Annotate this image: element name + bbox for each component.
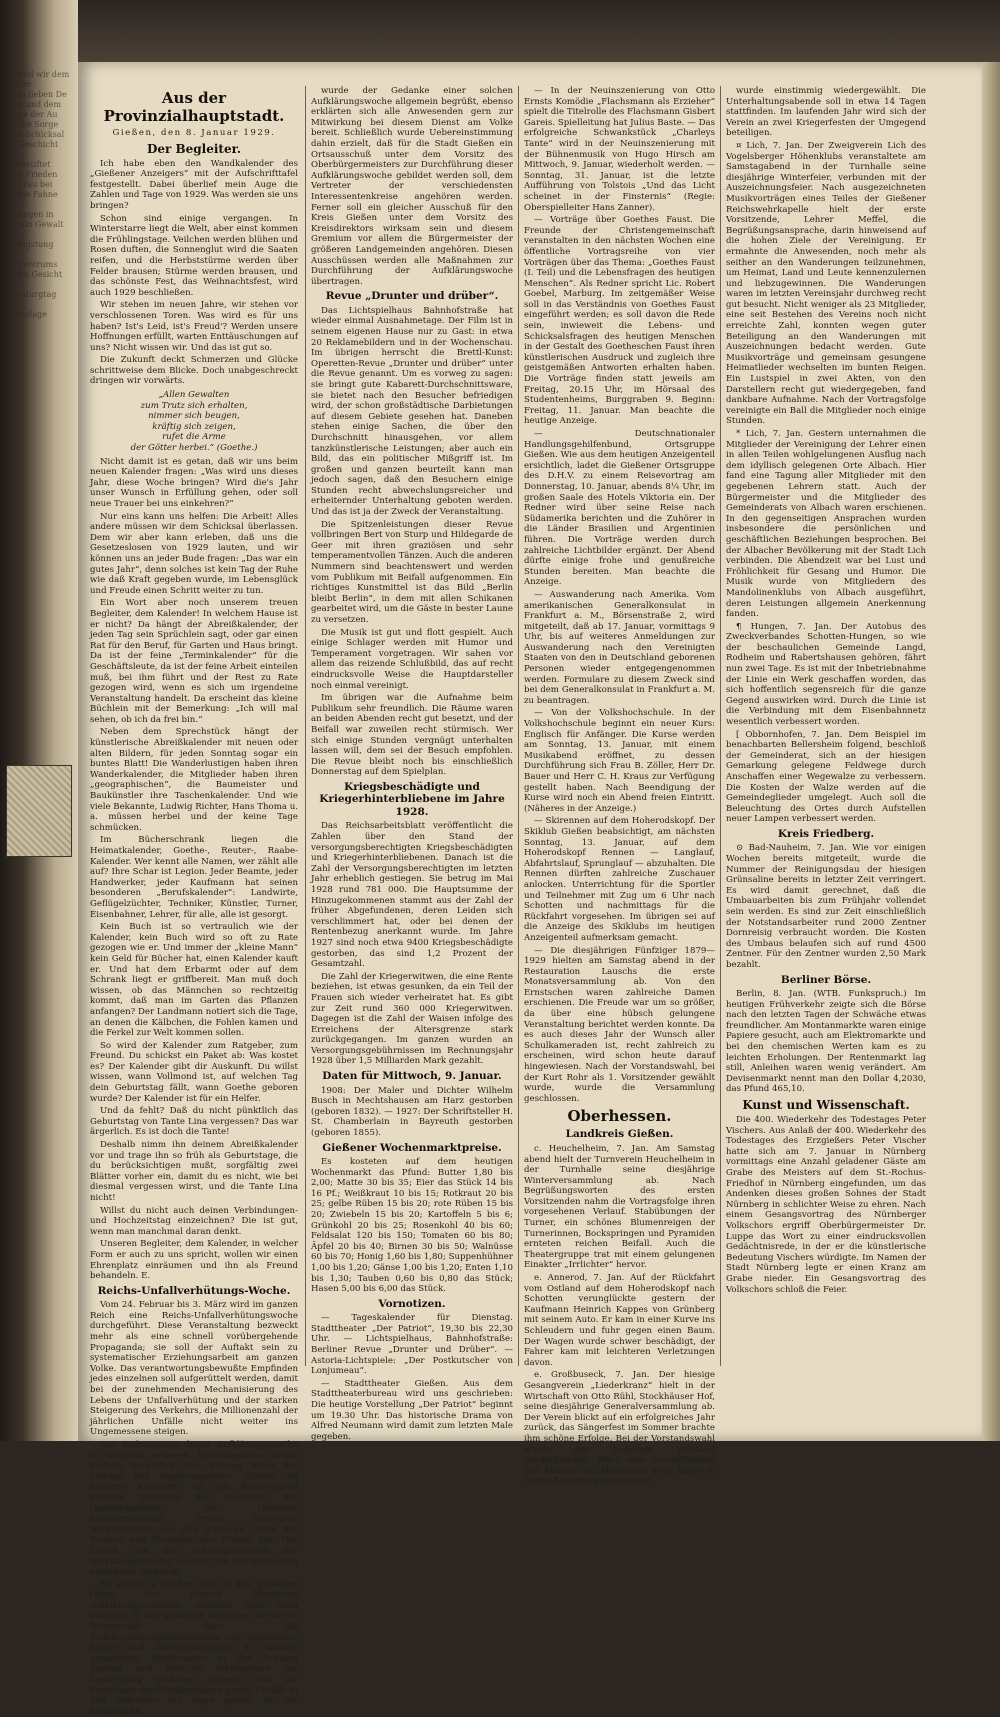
paragraph: Wir stehen im neuen Jahre, wir stehen vor verschlossenen Toren. Was wird es für uns haben? Ist's Leid, ist's Freud'? Werden unsere Hoffnungen erfüllt, warten Enttäuschungen auf uns? Nicht wissen wir. Und das ist gut so. bbox=[90, 300, 298, 353]
column-3 bbox=[524, 86, 715, 1487]
paragraph: — In der Neuinszenierung von Otto Ernsts Komödie „Flachsmann als Erzieher“ spielt die Titelrolle des Flachsmann Gisbert Gareis. Spielleitung hat Julius Baste. — Das erfolgreiche Schwankstück „Charleys Tante“ wird in der Neuinszenierung mit der Bühnenmusik von Hugo Hirsch am Mittwoch, 9. Januar, wiederholt werden. — Sonntag, 31. Januar, ist die letzte Aufführung von Tolstois „Und das Licht scheinet in der Finsternis“ (Regie: Oberspielleiter Hans Zanner). bbox=[524, 86, 715, 213]
paragraph: — Stadttheater Gießen. Aus dem Stadttheaterbureau wird uns geschrieben: Die heutige Vorstellung „Der Patriot“ beginnt um 19.30 Uhr. Das historische Drama von Alfred Neumann wird damit zum letzten Male gegeben. bbox=[311, 1378, 513, 1442]
paragraph: ⊙ Bad-Nauheim, 7. Jan. Wie vor einigen Wochen bereits mitgeteilt, wurde die Nummer der Reinigungsdau der hiesigen Grünsaline bereits in letzter Zeit verringert. Es wird damit gerechnet, daß die Umbauarbeiten bis zum Frühjahr vollendet sein werden. Es sind zur Zeit einschließlich der Notstandsarbeiter rund 2000 Zentner Dornreisig verbraucht worden. Die Kosten des Umbaus belaufen sich auf rund 4500 Zentner. Für den Zentner wurden 2,50 Mark bezahlt. bbox=[726, 843, 926, 970]
main-headline: Aus der Provinzialhauptstadt. bbox=[103, 89, 285, 125]
paragraph: — Vorträge über Goethes Faust. Die Freunde der Christengemeinschaft veranstalten in den nächsten Wochen eine öffentliche Vortragsreihe von vier Vorträgen über das Thema: „Goethes Faust (I. Teil) und die Lebensfragen des heutigen Menschen“. Als Redner spricht Lic. Robert Goebel, Marburg. Im zeitgemäßer Weise soll in das Verständnis von Goethes Faust eingeführt werden; es soll davon die Rede sein, inwieweit die Lebens- und Schicksalsfragen des heutigen Menschen in der Gestalt des Goetheschen Faust ihren künstlerischen Ausdruck und zugleich ihre geistgemäßen Antworten erhalten haben. Die Vorträge finden statt jeweils am Freitag, 20.15 Uhr, im Hörsaal des Studentenheims, Burggraben 9. Beginn: Freitag, 11. Januar. Man beachte die heutige Anzeige. bbox=[524, 215, 715, 427]
paragraph: Nicht damit ist es getan, daß wir uns beim neuen Kalender fragen: „Was wird uns dieses Jahr, diese Woche bringen? Wird die's Jahr unser Wunsch in Erfüllung gehen, oder soll neue Trauer bei uns einkehren?“ bbox=[90, 456, 298, 509]
column-rule bbox=[305, 86, 306, 1366]
paragraph: wurde der Gedanke einer solchen Aufklärungswoche allgemein begrüßt, ebenso erklärten sich alle Anwesenden gern zur Mitwirkung bei diesem Dienst am Volke bereit. Schließlich wurde Uebereinstimmung dahin erzielt, daß für die Stadt Gießen ein Ortsausschuß unter dem Vorsitz des Oberbürgermeisters zur Durchführung dieser Aufklärungswoche gebildet werden soll, dem Vertreter der verschiedensten Interessentenkreise angehören werden. Ferner soll ein gleicher Ausschuß für den Kreis Gießen unter dem Vorsitz des Kreisdirektors wirksam sein und diesem Gremium vor allem die Bürgermeister der größeren Landgemeinden angehören. Diesen Ausschüssen werden alle Maßnahmen zur Durchführung der Aufklärungswoche übertragen. bbox=[311, 86, 513, 287]
paragraph: 1908: Der Maler und Dichter Wilhelm Busch in Mechtshausen am Harz gestorben (geboren 1832). — 1927: Der Schriftsteller H. St. Chamberlain in Bayreuth gestorben (geboren 1855). bbox=[311, 1085, 513, 1138]
paragraph: Schon sind einige vergangen. In Winterstarre liegt die Welt, aber einst kommen die Frühlingstage. Veilchen werden blühen und Rosen duften, die Sonnenglut wird die Saaten reifen, und die Herbststürme werden über Felder brausen; Stürme werden brausen, und das schönste Fest, das Weihnachtsfest, wird auch 1929 beschließen. bbox=[90, 213, 298, 298]
subheadline: Der Begleiter. bbox=[146, 141, 242, 156]
paragraph: * Lich, 7. Jan. Gestern unternahmen die Mitglieder der Vereinigung der Lehrer einen in allen Teilen wohlgelungenen Ausflug nach dem idyllisch gelegenen Orte Albach. Hier fand eine Tagung aller Mitglieder mit den gegebenen Lehrern statt. Auch der Bürgermeister und die Mitglieder des Gemeinderats von Albach waren erschienen. In den gegenseitigen Ansprachen wurden insbesondere die persönlichen und geschäftlichen Beziehungen besprochen. Bei der Albacher Bevölkerung mit der Stadt Lich verbinden. Die Abendzeit war bei Lust und Fröhlichkeit für Gesang und Humor. Die Musik wurde von Mitgliedern des Mandolinenklubs von Albach ausgeführt, deren Leistungen allgemein Anerkennung fanden. bbox=[726, 429, 926, 620]
paragraph: Es kosteten auf dem heutigen Wochenmarkt das Pfund: Butter 1,80 bis 2,00; Matte 30 bis 35; Eier das Stück 14 bis 16 Pf.; Weißkraut 10 bis 15; Rotkraut 20 bis 25; gelbe Rüben 15 bis 20; rote Rüben 15 bis 20; Zwiebeln 15 bis 20; Kartoffeln 5 bis 6; Grünkohl 20 bis 25; Rosenkohl 40 bis 60; Feldsalat 120 bis 150; Tomaten 60 bis 80; Äpfel 20 bis 40; Birnen 30 bis 50; Walnüsse 60 bis 70; Honig 1,60 bis 1,80; Suppenhühner 1,00 bis 1,20; Gänse 1,00 bis 1,20; Enten 1,10 bis 1,30; Tauben 0,60 bis 0,80 das Stück; Hasen 5,00 bis 6,00 das Stück. bbox=[311, 1157, 513, 1295]
paragraph: Der Vorbereitung dieser Aufklärungswoche in unserem engeren Heimatgebiete diente gestern vormittag eine Sitzung unter der Leitung des Regierungsrates Schmitt im hiesigen Kreisamt. An der Besprechung nahmen Vertreter der Industrie, der Handelskammer, der Gießener Stadtverwaltung, ferner zahlreiche Bürgermeister aus den größeren Orten des Kreises und Vertreter der Presse teil. Der Zweck und das Arbeitsprogramm der Aufklärungswoche wurden von Dr. Weesmann eingehend dargelegt. bbox=[90, 1439, 298, 1578]
paragraph: e. Annerod, 7. Jan. Auf der Rückfahrt vom Ostland auf dem Hoherodskopf nach Schotten verunglückte gestern der Kaufmann Heinrich Kappes von Grünberg mit seinem Auto. Er kam in einer Kurve ins Schleudern und fuhr gegen einen Baum. Der Wagen wurde schwer beschädigt, der Fahrer kam mit leichteren Verletzungen davon. bbox=[524, 1273, 715, 1368]
paragraph: Willst du nicht auch deinen Verbindungen- und Hochzeitstag einzeichnen? Die ist gut, wenn man manchmal daran denkt. bbox=[90, 1205, 298, 1237]
paragraph: wurde einstimmig wiedergewählt. Die Unterhaltungsabende soll in etwa 14 Tagen stattfinden. Im laufenden Jahr wird sich der Verein an zwei Kriegerfesten der Umgegend beteiligen. bbox=[726, 86, 926, 139]
paragraph: Berlin, 8. Jan. (WTB. Funkspruch.) Im heutigen Frühverkehr zeigte sich die Börse nach den letzten Tagen der Schwäche etwas freundlicher. Am Montanmarkte waren einige Papiere gesucht, auch am Elektromarkte und bei den chemischen Werten kam es zu leichten Erholungen. Der Rentenmarkt lag still, Anleihen waren wenig verändert. Am Devisenmarkt nennt man den Dollar 4,2030, das Pfund 465,10. bbox=[726, 989, 926, 1095]
paragraph: Im Bücherschrank liegen die Heimatkalender, Goethe-, Reuter-, Raabe-Kalender. Wer kennt alle Namen, wer zählt alle auf? Ihre Schar ist Legion. Jeder Beamte, jeder Handwerker, jeder Kaufmann hat seinen besonderen „Berufskalender“: Landwirte, Geflügelzüchter, Techniker, Künstler, Turner, Eisenbahner, Lehrer, für alle, alle ist gesorgt. bbox=[90, 835, 298, 920]
section-headline: Gießener Wochenmarktpreise. bbox=[322, 1141, 502, 1154]
paragraph: — Auswanderung nach Amerika. Vom amerikanischen Generalkonsulat in Frankfurt a. M., Börsenstraße 2, wird mitgeteilt, daß ab 17. Januar, vormittags 9 Uhr, bis auf weiteres Anmeldungen zur Auswanderung nach den Vereinigten Staaten von den in Deutschland geborenen Personen wieder entgegengenommen werden. Formulare zu diesem Zweck sind bei dem Generalkonsulat in Frankfurt a. M. zu beantragen. bbox=[524, 589, 715, 706]
column-4 bbox=[726, 86, 926, 1376]
column-1 bbox=[90, 86, 298, 1717]
background-top bbox=[78, 0, 1000, 62]
paragraph: Im übrigen war die Aufnahme beim Publikum sehr freundlich. Die Räume waren an beiden Abenden recht gut besetzt, und der Beifall war zuweilen recht stürmisch. Wer sich einige Stunden vergnügt unterhalten lassen will, dem sei der Besuch empfohlen. Die Revue bleibt noch bis einschließlich Donnerstag auf dem Spielplan. bbox=[311, 693, 513, 778]
paragraph: Es sollen in Gießen und in den größeren Orten des Kreises öffentliche Aufklärungsvorträge, daneben aber auch Vorträge in den größeren Betrieben vor deren Belegschaft über die Unfallverhütungsmaßnahmen usw. stattfinden; ferner sind Filmvorführungen in Aussicht genommen. Belehrungen in den Schulen geplant und ähnliche Maßnahmen zur Verbreitung größeren Wissens und zur Verhütung der Unfallgefahren gegen Unfälle in den Betrieben ins Auge gefaßt. In der Aussprache bbox=[90, 1579, 298, 1717]
paragraph: Die Zahl der Kriegerwitwen, die eine Rente beziehen, ist etwas gesunken, da ein Teil der Frauen sich wieder verheiratet hat. Es gibt zur Zeit rund 360 000 Kriegerwitwen. Dagegen ist die Zahl der Waisen infolge des Erreichens der Altersgrenze stark zurückgegangen. Im ganzen wurden an Versorgungsgebührnissen im Rechnungsjahr 1928 über 1,5 Milliarden Mark gezahlt. bbox=[311, 971, 513, 1067]
paragraph: Ein Wort aber noch unserem treuen Begleiter, dem Kalender! In welchem Hause ist er nicht? Da hängt der Abreißkalender, der jeden Tag sein Sprüchlein sagt, oder gar einen Rat für den Beruf, für Garten und Haus bringt. Da ist der feine „Terminkalender“ für die Geschäftsleute, da ist der feine Arbeit einteilen muß, bei ihm führt und der Rest zu Rate gezogen wird, wenn es sich um irgendeine Veranstaltung handelt. Da erscheint das kleine Büchlein mit der Bemerkung: „Ich will mal sehen, ob ich da frei bin.“ bbox=[90, 598, 298, 725]
section-headline: Reichs-Unfallverhütungs-Woche. bbox=[97, 1284, 291, 1297]
paragraph: Das Lichtspielhaus Bahnhofstraße hat wieder einmal Ausnahmetage. Der Film ist in seinem eigenen Hause nur zu Gast: in etwa 20 Reklamebildern und in der Wochenschau. Im übrigen herrscht die Brettl-Kunst: Operetten-Revue „Drunter und drüber“ unter die Revue genannt. Um es vorweg zu sagen: sie bringt gute Kabarett-Durchschnittsware, sie bietet nach den Besucher befriedigen wird, der schon großstädtische Darbietungen auf diesem Gebiete gesehen hat. Daneben stehen einige Sachen, die über den Durchschnitt hinausgehen, vor allem tanzkünstlerische Leistungen; aber auch ein Bild, das ein politischer Mißgriff ist. Im großen und ganzen beurteilt kann man jedoch sagen, daß den Besuchern einige Stunden recht abwechslungsreicher und erheiternder Unterhaltung geboten werden. Und das ist ja der Zweck der Veranstaltung. bbox=[311, 305, 513, 518]
section-headline: Kunst und Wissenschaft. bbox=[742, 1098, 910, 1113]
paragraph: ¶ Hungen, 7. Jan. Der Autobus des Zweckverbandes Schotten-Hungen, so wie der beschaulichen Gemeinde Langd, Rodheim und Rabertshausen gehören, fährt nun zwei Tage. Es ist mit der Inbetriebnahme der Linie ein Werk geschaffen worden, das sich hoffentlich segensreich für die ganze Gegend auswirken wird. Durch die Linie ist die Verbindung mit dem Eisenbahnnetz wesentlich verbessert worden. bbox=[726, 621, 926, 728]
section-headline: Revue „Drunter und drüber“. bbox=[325, 290, 499, 303]
paragraph: Deshalb nimm ihn deinem Abreißkalender vor und trage ihn so früh als Geburtstage, die du berücksichtigen mußt, sorgfältig zwei Blätter vorher ein, damit du es nicht, wie bei diesmal vergessen wirst, und die Tante Lina nicht! bbox=[90, 1140, 298, 1203]
paragraph: c. Heuchelheim, 7. Jan. Am Samstag abend hielt der Turnverein Heuchelheim in der Turnhalle seine diesjährige Winterversammlung ab. Nach Begrüßungsworten des ersten Vorsitzenden nahm die Vortragsfolge ihren vorgesehenen Verlauf. Stabübungen der Turner, ein schönes Blumenreigen der Turnerinnen, Bockspringen und Pyramiden ernteten reichen Beifall. Auch die Theatergruppe trat mit einem gelungenen Einakter „Irrlichter“ hervor. bbox=[524, 1143, 715, 1271]
paragraph: Die 400. Wiederkehr des Todestages Peter Vischers. Aus Anlaß der 400. Wiederkehr des Todestages des Erzgießers Peter Vischer hatte sich am 7. Januar in Nürnberg vormittags eine Anzahl geladener Gäste am Grabe des Meisters auf dem St.-Rochus-Friedhof in Nürnberg eingefunden, um das Andenken dieses großen Sohnes der Stadt Nürnberg in schlichter Weise zu ehren. Nach einem Gesangsvortrag des Nürnberger Volkschors ergriff Oberbürgermeister Dr. Luppe das Wort zu einer eindrucksvollen Gedächtnisrede, in der er die künstlerische Bedeutung Vischers würdigte. Im Namen der Stadt Nürnberg legte er einen Kranz am Grabe nieder. Ein Gesangsvortrag des Volkschors schloß die Feier. bbox=[726, 1115, 926, 1295]
paragraph: Unseren Begleiter, dem Kalender, in welcher Form er auch zu uns spricht, wollen wir einen Ehrenplatz einräumen und ihn als Freund behandeln. E. bbox=[90, 1239, 298, 1282]
book-spine bbox=[0, 0, 78, 1441]
paragraph: — Tageskalender für Dienstag. Stadttheater „Der Patriot“, 19,30 bis 22,30 Uhr. — Lichtspielhaus, Bahnhofstraße: Berliner Revue „Drunter und Drüber“. — Astoria-Lichtspiele: „Der Postkutscher von Lonjumeau“. bbox=[311, 1313, 513, 1377]
column-rule bbox=[518, 86, 519, 1366]
section-headline: Vornotizen. bbox=[378, 1297, 446, 1310]
section-headline: Kreis Friedberg. bbox=[777, 827, 875, 840]
paragraph: [ Obbornhofen, 7. Jan. Dem Beispiel im benachbarten Bellersheim folgend, beschloß der Gemeinderat, sich an der hiesigen Gemarkung gelegene Feldwege durch Anschaffen einer Wegewalze zu verbessern. Die Kosten der Walze werden auf die Gemeindeglieder umgelegt. Auch soll die Beleuchtung des Ortes durch Aufstellen neuer Lampen verbessert werden. bbox=[726, 729, 926, 825]
section-headline: Kriegsbeschädigte und Kriegerhinterbliebene im Jahre 1928. bbox=[319, 780, 505, 818]
section-headline: Oberhessen. bbox=[567, 1107, 672, 1126]
paragraph: Und da fehlt? Daß du nicht pünktlich das Geburtstag von Tante Lina vergessen? Das war ärgerlich. Es ist doch die Tante! bbox=[90, 1106, 298, 1138]
subheadline: Landkreis Gießen. bbox=[565, 1128, 674, 1141]
paragraph: Das Reichsarbeitsblatt veröffentlicht die Zahlen über den Stand der versorgungsberechtigten Kriegsbeschädigten und Kriegerhinterbliebenen. Danach ist die Zahl der Versorgungsberechtigten im letzten Jahr erheblich gestiegen. Sie betrug im Mai 1928 rund 781 000. Die Hauptsumme der Hinzugekommenen stammt aus der Zahl der früher Abgefundenen, deren Leiden sich verschlimmert hat, oder bei denen der Rentenbezug anerkannt wurde. Im Jahre 1927 sind noch etwa 9400 Kriegsbeschädigte gestorben, das sind 1,2 Prozent der Gesamtzahl. bbox=[311, 821, 513, 970]
poem-quote: „Allen Gewalten zum Trutz sich erhalten, nimmer sich beugen, kräftig sich zeigen, rufet die Arme der Götter herbei.“ (Goethe.) bbox=[130, 390, 258, 454]
paragraph: Nur eins kann uns helfen: Die Arbeit! Alles andere müssen wir dem Schicksal überlassen. Dem wir aber kann erleben, daß uns die Gesetzeslosen von 1929 lauten, und wir können uns an jeder Bude fragen: „Das war ein gutes Jahr“, denn solches ist kein Tag der Ruhe wie daß Kraft gegeben wurde, im Lebensglück und Freude einen Schritt weiter zu tun. bbox=[90, 511, 298, 596]
dateline: Gießen, den 8. Januar 1929. bbox=[112, 128, 276, 138]
paragraph: Die Zukunft deckt Schmerzen und Glücke schrittweise dem Blicke. Doch unabgeschreckt dringen wir vorwärts. bbox=[90, 355, 298, 387]
paragraph: Neben dem Sprechstück hängt der künstlerische Abreißkalender mit neuen oder alten Bildern, für jeden Sonntag sogar ein buntes Blatt! Die Wanderlustigen haben ihren Wanderkalender, die Mitglieder haben ihren „geographischen“, die Baumeister und Baukünstler ihre Taschenkalender. Und wie viele Bekannte, Ludwig Richter, Hans Thoma u. a. müssen herbei und der keine Tage schmücken. bbox=[90, 727, 298, 833]
paragraph: Vom 24. Februar bis 3. März wird im ganzen Reich eine Reichs-Unfallverhütungswoche durchgeführt. Diese Veranstaltung bezweckt mehr als eine schnell vorübergehende Propaganda; sie soll der Auftakt sein zu systematischer Erziehungsarbeit am ganzen Volke. Das verantwortungsbewußte Empfinden jedes einzelnen soll aufgerüttelt werden, damit bei der zunehmenden Mechanisierung des Lebens der Unfallverhütung und der starken Steigerung des Verkehrs, die Millionenzahl der jährlichen Unfälle nicht weiter ins Ungemessene steigen. bbox=[90, 1300, 298, 1438]
paragraph: So wird der Kalender zum Ratgeber, zum Freund. Du schickst ein Paket ab: Was kostet es? Der Kalender gibt dir Auskunft. Du willst wissen, wann Vollmond ist, auf welchen Tag dein Geburtstag fällt, wann Goethe geboren wurde? Der Kalender ist für ein Helfer. bbox=[90, 1040, 298, 1104]
paragraph: Kein Buch ist so vertraulich wie der Kalender, kein Buch wird so oft zu Rate gezogen wie er. Und immer der „kleine Mann“ kein Geld für Bücher hat, einen Kalender kauft er. Und hat dem Erbarmt oder auf dem Schrank liegt er griffbereit. Man muß doch wissen, ob das Männchen so rechtzeitig kommt, daß man im Garten das Pflanzen anfangen? Der Landmann notiert sich die Tage, an denen die Kälbchen, die Fohlen kamen und die Ferkel zur Welt kommen sollen. bbox=[90, 922, 298, 1039]
paragraph: e. Großbuseck, 7. Jan. Der hiesige Gesangverein „Liederkranz“ hielt in der Wirtschaft von Otto Rühl, Stockhäuser Hof, seine diesjährige Generalversammlung ab. Der Verein blickt auf ein erfolgreiches Jahr zurück, das Sängerfest im Sommer brachte ihm schöne Erfolge. Bei der Vorstandswahl wurde der bisherige Vorstand wiedergewählt. Nach dem geschäftlichen Teil blieben die Mitglieder noch lange in froher Stimmung beisammen. bbox=[524, 1370, 715, 1487]
paragraph: Die Spitzenleistungen dieser Revue vollbringen Bert von Sturp und Hildegarde de Geer mit ihren graziösen und sehr temperamentvollen Tänzen. Auch die anderen Nummern sind beachtenswert und werden vom Publikum mit Beifall aufgenommen. Ein richtiges Kunstmittel ist das Bild „Berlin bleibt Berlin“, in dem mit allen Schikanen gearbeitet wird, um die Gäste in bester Laune zu versetzen. bbox=[311, 519, 513, 625]
weather-map-fragment bbox=[6, 765, 72, 857]
paragraph: — Von der Volkshochschule. In der Volkshochschule beginnt ein neuer Kurs: Englisch für Anfänger. Die Kurse werden am Sonntag, 13. Januar, mit einem Musikabend eröffnet, zu dessen Durchführung sich Frau B. Zöller, Herr Dr. Bauer und Herr C. H. Kraus zur Verfügung gestellt haben. Nach Beendigung der Kurse wird noch ein Abend freien Eintritt. (Näheres in der Anzeige.) bbox=[524, 708, 715, 814]
page-edge bbox=[982, 62, 1000, 1441]
paragraph: Ich habe eben den Wandkalender des „Gießener Anzeigers“ mit der Aufschrifttafel festgestellt. Dabei überlief mein Auge die Zahlen und Tage von 1929. Was werden sie uns bringen? bbox=[90, 158, 298, 211]
column-2 bbox=[311, 86, 513, 1442]
section-headline: Daten für Mittwoch, 9. Januar. bbox=[322, 1070, 502, 1083]
paragraph: Die Musik ist gut und flott gespielt. Auch einige Schlager werden mit Humor und Temperament vorgetragen. Wir sahen vor allem das reizende Schlußbild, das auf recht eindrucksvolle Weise die Hauptdarsteller noch einmal vereinigt. bbox=[311, 627, 513, 691]
column-rule bbox=[720, 86, 721, 1366]
section-headline: Berliner Börse. bbox=[780, 973, 872, 986]
spine-fragment-text: find wir dem Ver in lieben De d und dem ge der Au Die Sorge n Schicksal Geschicht erstiftet n Frieden Frau bei die Fahne ungen in von Gewalt mgstung Zentrums tin Gesicht rsturgtag terlage bbox=[18, 70, 70, 319]
paragraph: — Die diesjährigen Fünfziger 1879—1929 hielten am Samstag abend in der Restauration Lauschs die erste Monatsversammlung ab. Von den Ernstschen waren zahlreiche Damen erschienen. Die Freude war um so größer, da über eine hübsch gelungene Veranstaltung berichtet werden konnte. Da es auch dieses Jahr der Wunsch aller Schulkameraden ist, recht zahlreich zu erscheinen, wird schon heute darauf hingewiesen. Nach der Vorstandswahl, bei der Kurt Rohr als 1. Vorsitzender gewählt wurde, wurde die Versammlung geschlossen. bbox=[524, 945, 715, 1104]
paragraph: — Skirennen auf dem Hoherodskopf. Der Skiklub Gießen beabsichtigt, am nächsten Sonntag, 13. Januar, auf dem Hoherodskopf Rennen — Langlauf, Abfahrtslauf, Sprunglauf — abzuhalten. Die Rennen dürften zahlreiche Zuschauer anlocken. Unterrichtung für die Sportler und Teilnehmer mit Zug um 6 Uhr nach Schotten und nachmittags für die Rückfahrt vorgesehen. Im übrigen sei auf die Anzeige des Skiklubs im heutigen Anzeigenteil aufmerksam gemacht. bbox=[524, 816, 715, 943]
paragraph: ¤ Lich, 7. Jan. Der Zweigverein Lich des Vogelsberger Höhenklubs veranstaltete am Samstagabend in der Turnhalle seine diesjährige Winterfeier, verbunden mit der Auszeichnungsfeier. Nach ausgezeichneten Musikvorträgen eines Teiles der Gießener Reichswehrkapelle hielt der erste Vorsitzende, Lehrer Meffel, die Begrüßungsansprache, darin hinweisend auf die hohen Ziele der Vereinigung. Er ermahnte die Anwesenden, noch mehr als seither an den Wanderungen teilzunehmen, um Heimat, Land und Leute kennenzulernen und liebzugewinnen. Die Wanderungen waren im letzten Vereinsjahr durchweg recht gut besucht. Nicht weniger als 23 Mitglieder, eine seit Bestehen des Vereins noch nicht erreichte Zahl, konnten wegen guter Beteiligung an den Wanderungen mit Auszeichnungen bedacht werden. Gute Musikvorträge und gemeinsam gesungene Heimatlieder wechselten im bunten Reigen. Ein Lustspiel in zwei Akten, von den Darstellern recht gut wiedergegeben, fand dankbare Aufnahme. Nach der Vortragsfolge vereinigte ein Ball die Mitglieder noch einige Stunden. bbox=[726, 140, 926, 427]
paragraph: — Deutschnationaler Handlungsgehilfenbund, Ortsgruppe Gießen. Wie aus dem heutigen Anzeigenteil ersichtlich, ladet die Gießener Ortsgruppe des D.H.V. zu einem Reisevortrag am Donnerstag, 10. Januar, abends 8¼ Uhr, im großen Saale des Hotels Viktoria ein. Der Redner wird über seine Reise nach Südamerika berichten und die Zuhörer in die Länder Brasilien und Argentinien führen. Die Vorträge werden durch zahlreiche Lichtbilder ergänzt. Der Abend dürfte einige frohe und genußreiche Stunden bereiten. Man beachte die Anzeige. bbox=[524, 429, 715, 588]
